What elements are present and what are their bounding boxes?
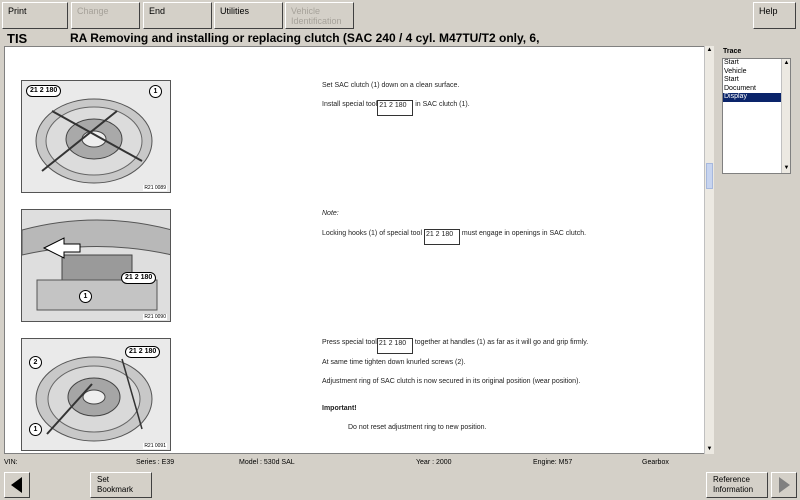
bookmark-label-1: Set xyxy=(97,475,110,484)
utilities-label: Utilities xyxy=(220,6,250,16)
part-callout-2: 2 xyxy=(29,356,42,369)
step-warning: Do not reset adjustment ring to new position. xyxy=(348,424,487,431)
clutch-illustration-2 xyxy=(22,210,171,322)
step-press-tool xyxy=(322,338,588,354)
engine-value: Engine: M57 xyxy=(533,459,573,466)
step-adjustment-ring: Adjustment ring of SAC clutch is now secured in its original position (wear position). xyxy=(322,378,581,385)
step-text: together at handles (1) as far as it will go and grip firmly. xyxy=(414,339,589,346)
clutch-illustration-1 xyxy=(22,81,171,193)
trace-item-vehicle[interactable]: Vehicle xyxy=(724,67,747,75)
part-callout-1: 1 xyxy=(149,85,162,98)
vehicle-id-label-2: Identification xyxy=(291,16,342,26)
tool-callout: 21 2 180 xyxy=(121,272,156,284)
trace-item-start-2[interactable]: Start xyxy=(724,76,739,84)
step-tighten-screws: At same time tighten down knurled screws (2). xyxy=(322,359,466,366)
step-locking-hooks xyxy=(322,229,586,245)
vehicle-id-label-1: Vehicle xyxy=(291,6,321,16)
tool-link[interactable]: 21 2 180 xyxy=(377,100,413,116)
trace-list[interactable] xyxy=(722,58,791,174)
tool-callout: 21 2 180 xyxy=(125,346,160,358)
figure-id: R21 0090 xyxy=(144,314,166,320)
vin-label: VIN: xyxy=(4,459,18,466)
bookmark-label-2: Bookmark xyxy=(97,485,134,494)
end-button[interactable] xyxy=(143,2,212,29)
important-heading: Important! xyxy=(322,405,357,412)
trace-item-display[interactable]: Display xyxy=(723,93,790,102)
help-button[interactable] xyxy=(753,2,796,29)
help-label: Help xyxy=(759,6,778,16)
scroll-down-icon[interactable]: ▼ xyxy=(783,165,790,171)
document-content xyxy=(4,46,714,454)
figure-id: R21 0091 xyxy=(144,443,166,449)
reference-label-2: Information xyxy=(713,485,754,494)
trace-title: Trace xyxy=(723,48,742,55)
main-toolbar xyxy=(0,0,800,31)
arrow-left-icon xyxy=(5,473,29,497)
document-header xyxy=(0,31,800,47)
step-set-clutch: Set SAC clutch (1) down on a clean surface. xyxy=(322,82,460,89)
change-label: Change xyxy=(77,6,109,16)
back-button[interactable] xyxy=(4,472,30,498)
app-name: TIS xyxy=(7,31,28,46)
scroll-up-icon[interactable]: ▲ xyxy=(783,60,790,66)
step-text: Install special tool xyxy=(322,101,378,108)
trace-item-document[interactable]: Document xyxy=(724,84,756,92)
scroll-up-icon[interactable]: ▲ xyxy=(706,47,713,53)
part-callout-1: 1 xyxy=(79,290,92,303)
figure-press-tool xyxy=(21,338,171,451)
set-bookmark-button[interactable] xyxy=(90,472,152,498)
tool-link[interactable]: 21 2 180 xyxy=(377,338,413,354)
scroll-thumb[interactable] xyxy=(706,163,713,189)
reference-label-1: Reference xyxy=(713,475,750,484)
scroll-down-icon[interactable]: ▼ xyxy=(706,446,713,452)
reference-information-button[interactable] xyxy=(706,472,768,498)
trace-scrollbar[interactable] xyxy=(781,59,790,173)
note-heading: Note: xyxy=(322,210,339,217)
part-callout-1: 1 xyxy=(29,423,42,436)
model-value: Model : 530d SAL xyxy=(239,459,295,466)
vehicle-status-bar xyxy=(0,457,800,469)
change-button[interactable] xyxy=(71,2,140,29)
step-text: in SAC clutch (1). xyxy=(415,101,470,108)
bottom-toolbar xyxy=(0,470,800,500)
step-text: Locking hooks (1) of special tool xyxy=(322,230,424,237)
vehicle-identification-button[interactable] xyxy=(285,2,354,29)
year-value: Year : 2000 xyxy=(416,459,452,466)
print-label: Print xyxy=(8,6,27,16)
arrow-right-icon xyxy=(772,473,796,497)
utilities-button[interactable] xyxy=(214,2,283,29)
trace-item-start[interactable]: Start xyxy=(724,59,739,66)
tool-link[interactable]: 21 2 180 xyxy=(424,229,460,245)
gearbox-value: Gearbox xyxy=(642,459,669,466)
figure-clutch-tool-install xyxy=(21,80,171,193)
step-text: must engage in openings in SAC clutch. xyxy=(459,230,587,237)
figure-locking-hooks xyxy=(21,209,171,322)
step-install-tool xyxy=(322,100,470,116)
document-title: RA Removing and installing or replacing clutch (SAC 240 / 4 cyl. M47TU/T2 only, 6, xyxy=(70,31,540,45)
forward-button[interactable] xyxy=(771,472,797,498)
step-text: Press special tool xyxy=(322,339,377,346)
end-label: End xyxy=(149,6,166,16)
series-value: Series : E39 xyxy=(136,459,175,466)
content-scrollbar[interactable] xyxy=(704,46,714,454)
tool-callout: 21 2 180 xyxy=(26,85,61,97)
figure-id: R21 0089 xyxy=(144,185,166,191)
print-button[interactable] xyxy=(2,2,68,29)
